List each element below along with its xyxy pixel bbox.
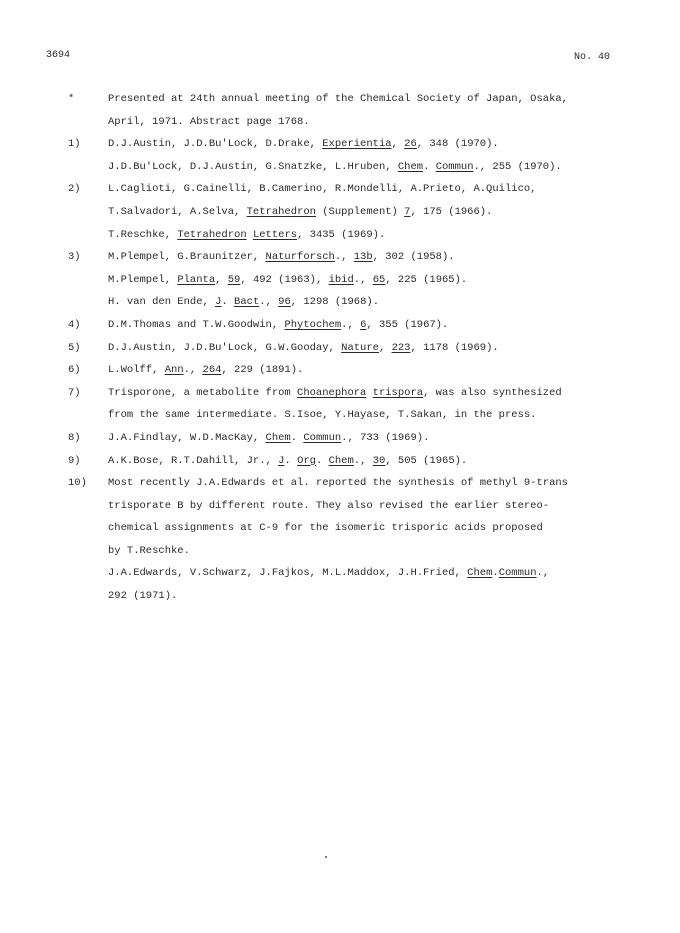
underlined-text: Choanephora	[297, 386, 367, 399]
reference-line	[108, 495, 628, 518]
reference-entry	[68, 427, 628, 450]
text-run: ,	[378, 341, 392, 354]
text-run: Trisporone, a metabolite from	[108, 386, 298, 399]
reference-line	[108, 404, 628, 427]
reference-line	[108, 382, 628, 405]
text-run: , was also synthesized	[423, 386, 562, 399]
underlined-text: J	[215, 296, 222, 309]
text-run: Most recently J.A.Edwards et al. reported the synthesis of methyl 9-trans	[108, 477, 568, 490]
reference-line	[108, 427, 628, 450]
text-run: .	[423, 160, 436, 173]
text-run: by T.Reschke.	[108, 544, 190, 557]
underlined-text: 26	[404, 138, 417, 151]
reference-line	[108, 201, 628, 224]
text-run: ,	[215, 273, 228, 286]
underlined-text: Chem	[397, 160, 424, 173]
reference-line	[108, 88, 628, 111]
reference-marker: 8)	[68, 431, 81, 444]
text-run: .	[284, 454, 298, 467]
reference-entry	[68, 314, 628, 337]
text-run: , 1298 (1968).	[290, 296, 379, 309]
text-run: April, 1971. Abstract page 1768.	[108, 115, 310, 128]
text-run: .	[290, 431, 304, 444]
text-run: 292 (1971).	[108, 590, 178, 603]
reference-marker: 9)	[68, 454, 81, 467]
reference-marker: 4)	[68, 318, 81, 331]
text-run: M.Plempel,	[108, 273, 178, 286]
underlined-text: Ann	[164, 364, 184, 377]
text-run: .,	[183, 364, 203, 377]
underlined-text: Commun	[435, 160, 474, 173]
text-run: (Supplement)	[315, 205, 405, 218]
underlined-text: Chem	[265, 431, 291, 444]
text-run: D.J.Austin, J.D.Bu'Lock, G.W.Gooday,	[108, 341, 342, 354]
underlined-text: Commun	[303, 431, 342, 444]
reference-entry	[68, 133, 628, 178]
reference-marker: 7)	[68, 386, 81, 399]
reference-line	[108, 337, 628, 360]
text-run: A.K.Bose, R.T.Dahill, Jr.,	[108, 454, 279, 467]
text-run: ,	[391, 138, 405, 151]
underlined-text: 59	[227, 273, 241, 286]
reference-entry	[68, 246, 628, 314]
reference-line	[108, 472, 628, 495]
underlined-text: 13b	[353, 251, 373, 264]
underlined-text: 96	[278, 296, 291, 309]
reference-marker: 2)	[68, 183, 81, 196]
text-run: .	[221, 296, 235, 309]
reference-marker: 1)	[68, 138, 81, 151]
underlined-text: Naturforsch	[265, 251, 335, 264]
text-run: , 225 (1965).	[385, 273, 468, 286]
reference-line	[108, 540, 628, 563]
reference-entry	[68, 88, 628, 133]
underlined-text: 65	[372, 273, 386, 286]
text-run: , 3435 (1969).	[297, 228, 386, 241]
underlined-text: Experientia	[322, 138, 392, 151]
underlined-text: 223	[391, 341, 411, 354]
underlined-text: J	[278, 454, 285, 467]
underlined-text: 7	[404, 205, 411, 218]
underlined-text: Letters	[252, 228, 298, 241]
text-run: .,	[334, 251, 354, 264]
text-run: L.Wolff,	[108, 364, 165, 377]
underlined-text: ibid	[328, 273, 354, 286]
text-run: D.M.Thomas and T.W.Goodwin,	[108, 318, 285, 331]
text-run: .,	[259, 296, 279, 309]
text-run: D.J.Austin, J.D.Bu'Lock, D.Drake,	[108, 138, 323, 151]
reference-line	[108, 224, 628, 247]
underlined-text: 264	[202, 364, 222, 377]
text-run: from the same intermediate. S.Isoe, Y.Hayase, T.Sakan, in the press.	[108, 409, 537, 422]
text-run: .	[315, 454, 329, 467]
reference-line	[108, 111, 628, 134]
text-run: .,	[353, 454, 373, 467]
reference-line	[108, 291, 628, 314]
reference-marker: 3)	[68, 251, 81, 264]
journal-issue-number: No. 40	[573, 52, 610, 63]
reference-entry	[68, 178, 628, 246]
text-run: J.D.Bu'Lock, D.J.Austin, G.Snatzke, L.Hruben,	[108, 160, 398, 173]
text-run: .,	[353, 273, 373, 286]
underlined-text: Nature	[341, 341, 379, 354]
underlined-text: 6	[360, 318, 367, 331]
text-run: , 492 (1963),	[240, 273, 329, 286]
reference-marker: *	[68, 93, 75, 105]
underlined-text: Bact	[234, 296, 260, 309]
text-run: , 505 (1965).	[385, 454, 468, 467]
text-run: M.Plempel, G.Braunitzer,	[108, 251, 266, 264]
text-run: T.Salvadori, A.Selva,	[108, 205, 247, 218]
reference-line	[108, 562, 628, 585]
underlined-text: Phytochem	[284, 318, 342, 331]
text-run: trisporate B by different route. They also revised the earlier stereo-	[108, 499, 550, 512]
text-run: , 302 (1958).	[372, 251, 455, 264]
reference-line	[108, 359, 628, 382]
text-run: Presented at 24th annual meeting of the Chemical Society of Japan, Osaka,	[108, 93, 568, 105]
text-run: , 229 (1891).	[221, 364, 304, 377]
text-run: , 355 (1967).	[366, 318, 449, 331]
text-run: T.Reschke,	[108, 228, 178, 241]
text-run: .,	[536, 567, 550, 580]
text-run: , 348 (1970).	[416, 138, 499, 151]
reference-entry	[68, 382, 628, 427]
text-run: chemical assignments at C-9 for the isomeric trisporic acids proposed	[108, 522, 543, 535]
reference-list	[68, 88, 628, 608]
reference-entry	[68, 337, 628, 360]
reference-line	[108, 269, 628, 292]
text-run: .	[492, 567, 499, 580]
text-run: L.Caglioti, G.Cainelli, B.Camerino, R.Mondelli, A.Prieto, A.Quilico,	[108, 183, 537, 196]
underlined-text: trispora	[372, 386, 424, 399]
underlined-text: Commun	[498, 567, 537, 580]
reference-line	[108, 314, 628, 337]
underlined-text: Tetrahedron	[246, 205, 316, 218]
underlined-text: Planta	[177, 273, 216, 286]
reference-line	[108, 246, 628, 269]
text-run: ., 255 (1970).	[473, 160, 562, 173]
reference-line	[108, 178, 628, 201]
text-run: H. van den Ende,	[108, 296, 216, 309]
reference-entry	[68, 450, 628, 473]
reference-line	[108, 517, 628, 540]
reference-line	[108, 585, 628, 608]
reference-marker: 5)	[68, 341, 81, 354]
underlined-text: Chem	[328, 454, 354, 467]
underlined-text: Chem	[467, 567, 493, 580]
underlined-text: Tetrahedron	[177, 228, 247, 241]
reference-line	[108, 156, 628, 179]
text-run: .,	[341, 318, 361, 331]
text-run: J.A.Edwards, V.Schwarz, J.Fajkos, M.L.Maddox, J.H.Fried,	[108, 567, 468, 580]
page-number: 3694	[46, 50, 71, 61]
text-run: , 1178 (1969).	[410, 341, 499, 354]
reference-entry	[68, 359, 628, 382]
reference-marker: 6)	[68, 364, 81, 377]
reference-marker: 10)	[68, 477, 87, 490]
underlined-text: Org	[297, 454, 316, 467]
reference-line	[108, 133, 628, 156]
text-run: , 175 (1966).	[410, 205, 493, 218]
reference-entry	[68, 472, 628, 608]
text-run: J.A.Findlay, W.D.MacKay,	[108, 431, 266, 444]
underlined-text: 30	[372, 454, 386, 467]
page-speck	[325, 856, 327, 858]
text-run: ., 733 (1969).	[341, 431, 430, 444]
reference-line	[108, 450, 628, 473]
